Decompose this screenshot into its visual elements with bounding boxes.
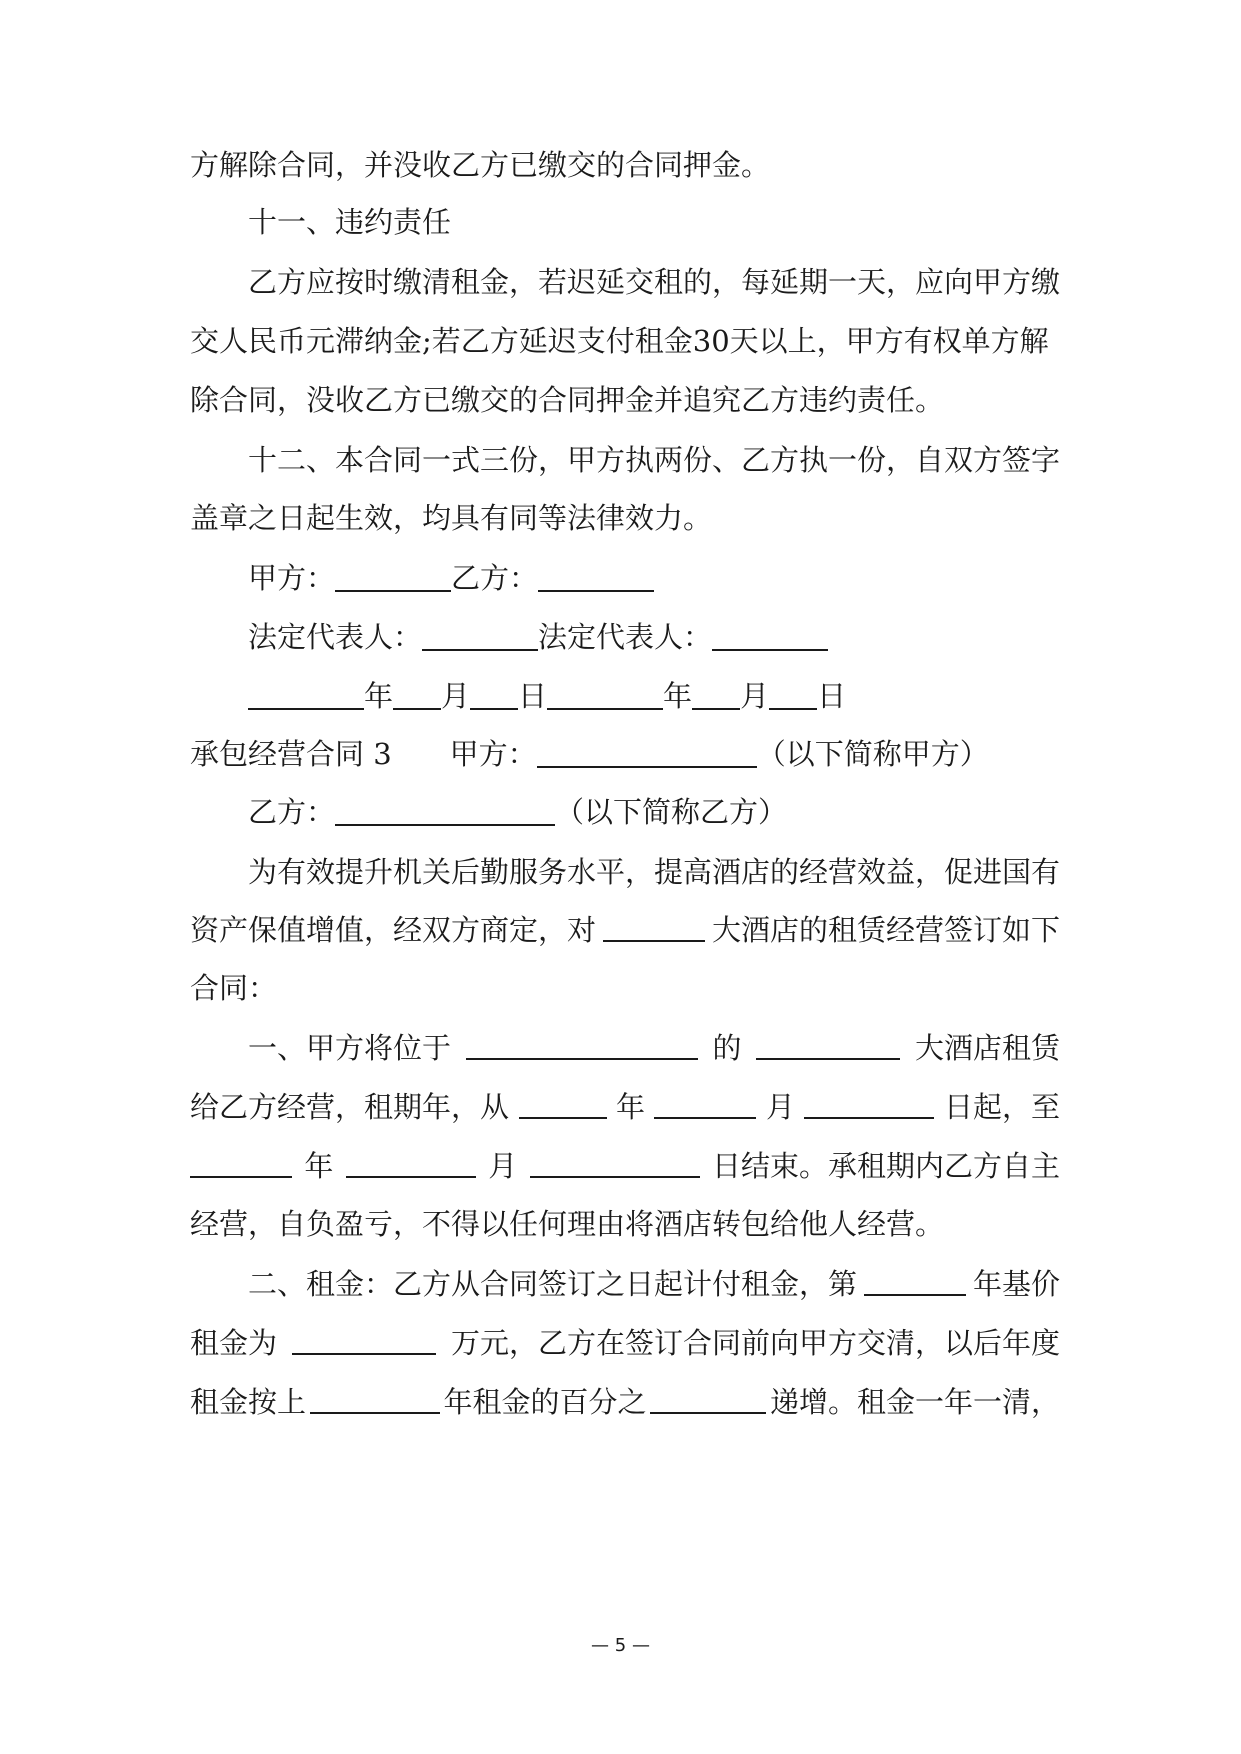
blank-field xyxy=(650,1382,766,1414)
text-line: 资产保值增值，经双方商定，对 大酒店的租赁经营签订如下 xyxy=(190,910,1060,950)
text-line: 经营，自负盈亏，不得以任何理由将酒店转包给他人经营。 xyxy=(190,1207,945,1241)
text-line: 乙方： （以下简称乙方） xyxy=(248,795,788,829)
signature-line-parties: 甲方： 乙方： xyxy=(248,558,1060,598)
blank-field xyxy=(538,560,654,592)
text-line: 租金为 万元，乙方在签订合同前向甲方交清，以后年度 xyxy=(190,1323,1060,1363)
contract-title-line: 承包经营合同 3 甲方： （以下简称甲方） xyxy=(190,737,989,771)
text-line: 租金按上 年租金的百分之 递增。租金一年一清， xyxy=(190,1382,1060,1422)
blank-field xyxy=(422,619,538,651)
text-line: 盖章之日起生效，均具有同等法律效力。 xyxy=(190,501,713,535)
signature-line-dates: 年 月 日 年 月 日 xyxy=(248,676,1060,716)
text-line: 乙方应按时缴清租金，若迟延交租的，每延期一天，应向甲方缴 xyxy=(248,265,1061,299)
text-line: 为有效提升机关后勤服务水平，提高酒店的经营效益，促进国有 xyxy=(248,855,1061,889)
blank-field xyxy=(756,1028,900,1060)
blank-field xyxy=(864,1264,966,1296)
blank-field xyxy=(804,1087,934,1119)
blank-field xyxy=(654,1087,756,1119)
text-line: 方解除合同，并没收乙方已缴交的合同押金。 xyxy=(190,148,771,182)
text-line: 年 月 日结束。承租期内乙方自主 xyxy=(190,1146,1060,1186)
blank-field xyxy=(346,1146,476,1178)
blank-field xyxy=(603,910,705,942)
blank-field xyxy=(519,1087,607,1119)
text-line: 十二、本合同一式三份，甲方执两份、乙方执一份，自双方签字 xyxy=(248,443,1061,477)
text-line: 除合同，没收乙方已缴交的合同押金并追究乙方违约责任。 xyxy=(190,383,945,417)
blank-field xyxy=(547,678,663,710)
text-line: 二、租金：乙方从合同签订之日起计付租金，第 年基价 xyxy=(248,1264,1060,1304)
blank-field xyxy=(470,678,518,710)
blank-field xyxy=(769,678,817,710)
blank-field xyxy=(292,1323,436,1355)
blank-field xyxy=(310,1382,440,1414)
blank-field xyxy=(335,560,451,592)
text-line: 一、甲方将位于 的 大酒店租赁 xyxy=(248,1028,1060,1068)
blank-field xyxy=(393,678,441,710)
text-line: 交人民币元滞纳金;若乙方延迟支付租金30天以上，甲方有权单方解 xyxy=(190,324,1049,358)
blank-field xyxy=(692,678,740,710)
blank-field xyxy=(530,1146,700,1178)
blank-field xyxy=(335,794,555,826)
contract-title: 承包经营合同 3 xyxy=(190,737,392,771)
blank-field xyxy=(190,1146,292,1178)
blank-field xyxy=(248,678,364,710)
blank-field xyxy=(466,1028,698,1060)
text-line: 合同： xyxy=(190,971,278,1005)
blank-field xyxy=(712,619,828,651)
section-heading: 十一、违约责任 xyxy=(248,205,452,239)
blank-field xyxy=(537,736,757,768)
text-line: 给乙方经营，租期年，从 年 月 日起，至 xyxy=(190,1087,1060,1127)
page-number: — 5 — xyxy=(591,1635,650,1656)
signature-line-representatives: 法定代表人： 法定代表人： xyxy=(248,617,1060,657)
